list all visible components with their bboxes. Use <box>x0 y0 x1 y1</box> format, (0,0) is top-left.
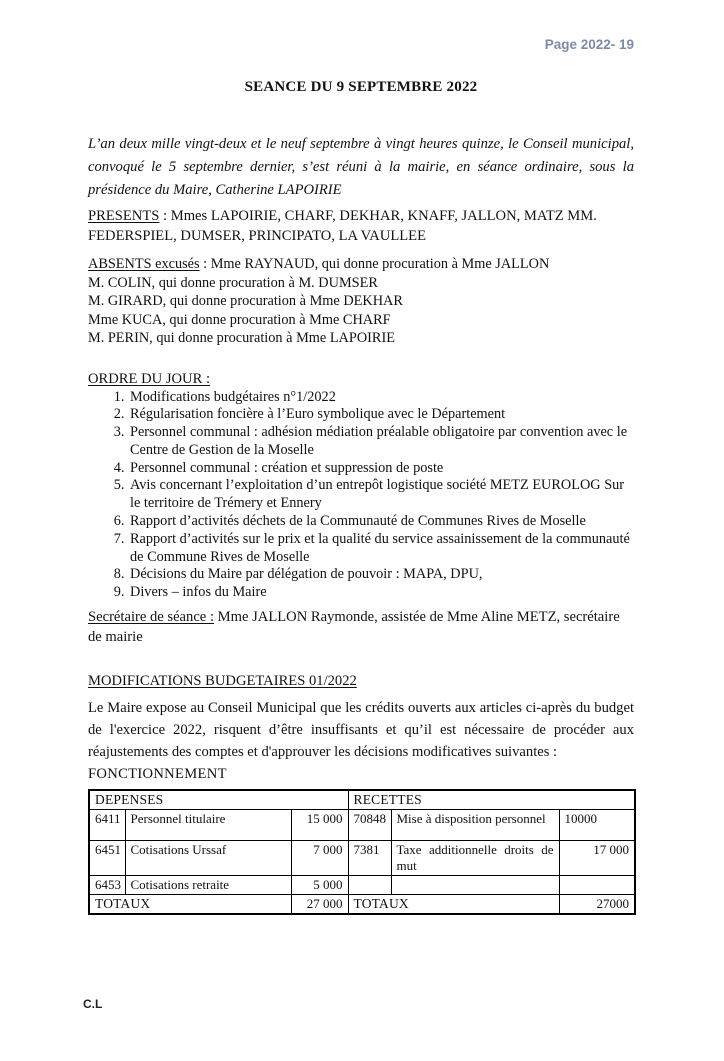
depenses-amount-cell: 7 000 <box>291 841 348 876</box>
recettes-total-amount-cell: 27000 <box>559 895 635 915</box>
secretary-text: Mme JALLON Raymonde, assistée de Mme Aline METZ, secrétaire de mairie <box>88 609 620 646</box>
secretary-block <box>88 607 634 647</box>
absents-line: M. GIRARD, qui donne procuration à Mme DEKHAR <box>88 293 403 309</box>
recettes-total-label-cell: TOTAUX <box>348 895 559 915</box>
footer-initials: C.L <box>83 997 103 1011</box>
depenses-code-cell: 6453 <box>89 876 125 895</box>
depenses-total-amount-cell: 27 000 <box>291 895 348 915</box>
agenda-heading-label: ORDRE DU JOUR : <box>88 370 211 387</box>
agenda-item-3: 3. Personnel communal : adhésion médiation préalable obligatoire par convention avec le Centre de Gestion de la Moselle <box>128 424 634 460</box>
modifications-heading <box>88 672 634 690</box>
agenda-item-7: 7. Rapport d’activités sur le prix et la qualité du service assainissement de la communauté de Commune Rives de Moselle <box>128 531 634 567</box>
depenses-code-cell: 6451 <box>89 841 125 876</box>
recettes-label-cell: Taxe additionnelle droits de mut <box>391 841 559 876</box>
budget-totals-row <box>89 895 635 915</box>
depenses-amount-cell: 5 000 <box>291 876 348 895</box>
budget-row <box>89 876 635 895</box>
depenses-code-cell: 6411 <box>89 810 125 841</box>
modifications-paragraph: Le Maire expose au Conseil Municipal que les crédits ouverts aux articles ci-après du budget de l'exercice 2022, risquent d’être insuffisants et qu’il est nécessaire de procéder aux réajustements des comptes et d'approuver les décisions modificatives suivantes : <box>88 700 634 761</box>
recettes-amount-cell <box>559 876 635 895</box>
recettes-amount-cell: 17 000 <box>559 841 635 876</box>
presents-heading: PRESENTS <box>88 208 160 224</box>
recettes-label-cell <box>391 876 559 895</box>
depenses-header-cell: DEPENSES <box>89 790 348 810</box>
fonctionnement-label: FONCTIONNEMENT <box>88 766 227 783</box>
recettes-label-cell: Mise à disposition personnel <box>391 810 559 841</box>
secretary-heading: Secrétaire de séance : <box>88 609 214 626</box>
depenses-total-label-cell: TOTAUX <box>89 895 291 915</box>
budget-table-header-row <box>89 790 635 810</box>
modifications-heading-label: MODIFICATIONS BUDGETAIRES 01/2022 <box>88 673 357 690</box>
agenda-item-6: 6. Rapport d’activités déchets de la Communauté de Communes Rives de Moselle <box>128 513 634 531</box>
document-page <box>0 37 724 915</box>
absents-first-line <box>88 255 634 274</box>
agenda-item-2: 2. Régularisation foncière à l’Euro symbolique avec le Département <box>128 406 634 424</box>
agenda-item-5: 5. Avis concernant l’exploitation d’un entrepôt logistique société METZ EUROLOG Sur le territoire de Trémery et Ennery <box>128 477 634 513</box>
agenda-heading <box>88 370 634 388</box>
agenda-item-9: 9. Divers – infos du Maire <box>128 584 634 602</box>
budget-row <box>89 841 635 876</box>
depenses-label-cell: Cotisations retraite <box>125 876 291 895</box>
presents-text: : Mmes LAPOIRIE, CHARF, DEKHAR, KNAFF, JALLON, MATZ MM. FEDERSPIEL, DUMSER, PRINCIPATO, LA VAULLEE <box>88 208 597 244</box>
absents-line: M. PERIN, qui donne procuration à Mme LAPOIRIE <box>88 330 395 346</box>
agenda-item-8: 8. Décisions du Maire par délégation de pouvoir : MAPA, DPU, <box>128 566 634 584</box>
absents-line: M. COLIN, qui donne procuration à M. DUMSER <box>88 274 378 291</box>
page-number: Page 2022- 19 <box>544 37 634 52</box>
budget-table <box>88 789 636 915</box>
agenda-item-1: 1. Modifications budgétaires n°1/2022 <box>128 389 634 407</box>
presents-block <box>88 206 634 246</box>
absents-block <box>88 255 634 348</box>
recettes-header-cell: RECETTES <box>348 790 635 810</box>
recettes-amount-cell: 10000 <box>559 810 635 841</box>
recettes-code-cell <box>348 876 391 895</box>
depenses-label-cell: Personnel titulaire <box>125 810 291 841</box>
depenses-amount-cell: 15 000 <box>291 810 348 841</box>
document-title: SEANCE DU 9 SEPTEMBRE 2022 <box>244 79 478 95</box>
depenses-label-cell: Cotisations Urssaf <box>125 841 291 876</box>
agenda-list <box>88 389 634 603</box>
intro-paragraph: L’an deux mille vingt-deux et le neuf septembre à vingt heures quinze, le Conseil municipal, convoqué le 5 septembre dernier, s’est réuni à la mairie, en séance ordinaire, sous la présidence du Maire, Catherine LAPOIRIE <box>88 136 634 198</box>
absents-first-text: : Mme RAYNAUD, qui donne procuration à Mme JALLON <box>199 256 550 272</box>
budget-row <box>89 810 635 841</box>
recettes-code-cell: 7381 <box>348 841 391 876</box>
absents-heading: ABSENTS excusés <box>88 256 200 272</box>
absents-line: Mme KUCA, qui donne procuration à Mme CHARF <box>88 311 391 328</box>
recettes-code-cell: 70848 <box>348 810 391 841</box>
agenda-item-4: 4. Personnel communal : création et suppression de poste <box>128 460 634 478</box>
